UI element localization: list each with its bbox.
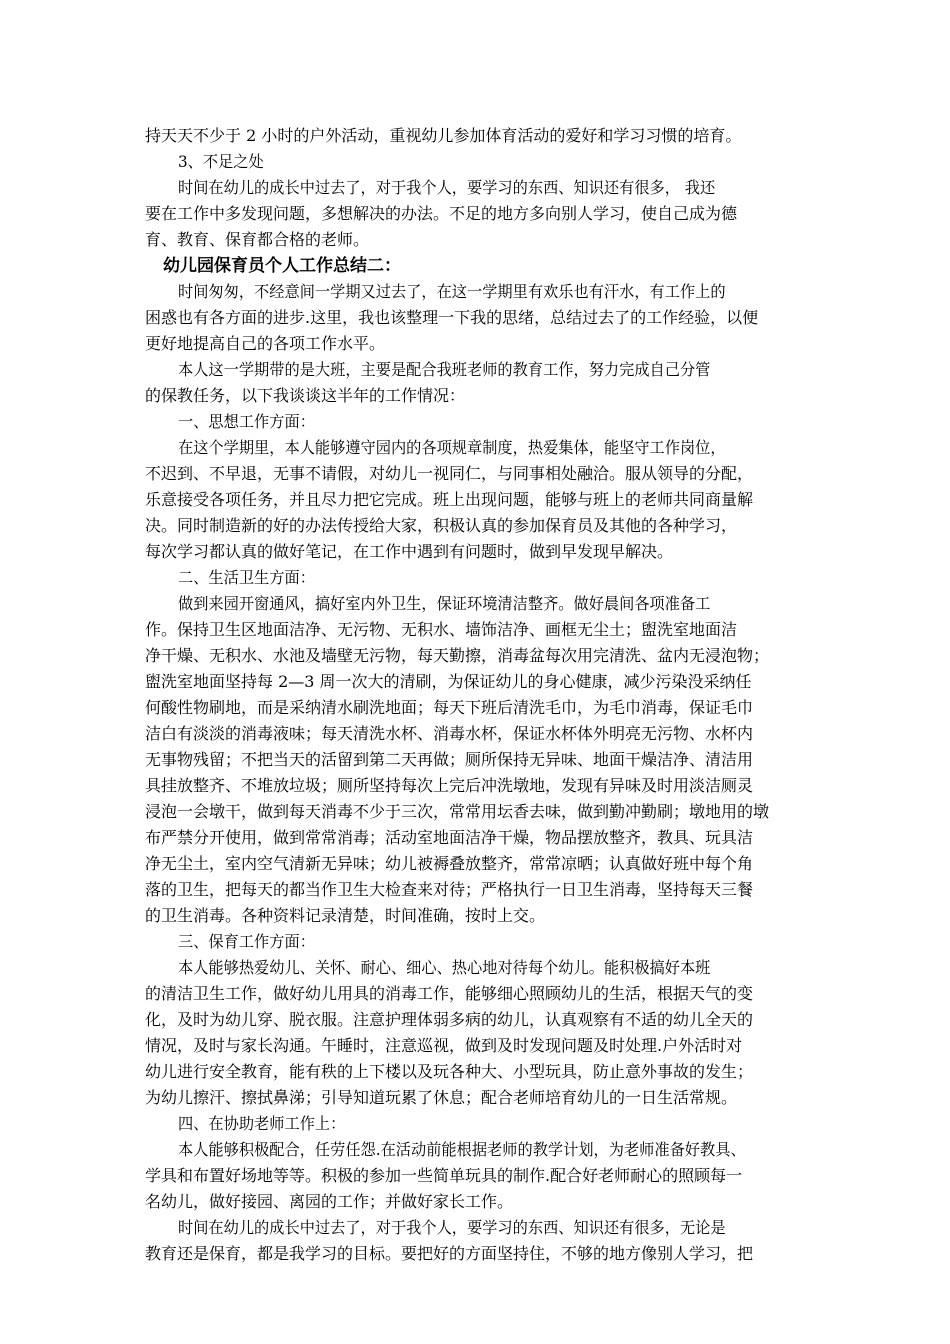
text-line: 做到来园开窗通风，搞好室内外卫生，保证环境清洁整齐。做好晨间各项准备工	[178, 594, 711, 613]
text-line: 时间匆匆，不经意间一学期又过去了，在这一学期里有欢乐也有汗水，有工作上的	[178, 282, 726, 301]
text-line: 时间在幼儿的成长中过去了，对于我个人，要学习的东西、知识还有很多， 我还	[178, 178, 716, 197]
text-line: 不迟到、不早退，无事不请假，对幼儿一视同仁，与同事相处融洽。服从领导的分配，	[145, 464, 754, 483]
text-line: 决。同时制造新的好的办法传授给大家，积极认真的参加保育员及其他的各种学习，	[145, 516, 738, 535]
text-line: 浸泡一会墩干，做到每天消毒不少于三次，常常用坛香去味，做到勤冲勤刷；墩地用的墩	[145, 802, 770, 821]
text-line: 教育还是保育，都是我学习的目标。要把好的方面坚持住，不够的地方像别人学习，把	[145, 1244, 754, 1263]
text-line: 困惑也有各方面的进步.这里，我也该整理一下我的思绪，总结过去了的工作经验，以便	[145, 308, 759, 327]
text-line: 的保教任务，以下我谈谈这半年的工作情况：	[145, 386, 466, 405]
text-line: 为幼儿擦汗、擦拭鼻涕；引导知道玩累了休息；配合老师培育幼儿的一日生活常规。	[145, 1088, 738, 1107]
text-line: 持天天不少于 2 小时的户外活动，重视幼儿参加体育活动的爱好和学习习惯的培育。	[145, 126, 742, 145]
section-heading-assist: 四、在协助老师工作上：	[178, 1114, 346, 1133]
text-line: 净无尘土，室内空气清新无异味；幼儿被褥叠放整齐，常常凉晒；认真做好班中每个角	[145, 854, 754, 873]
section-heading-thought: 一、思想工作方面：	[178, 412, 315, 431]
text-line: 何酸性物刷地，而是采纳清水刷洗地面；每天下班后清洗毛巾，为毛巾消毒，保证毛巾	[145, 698, 754, 717]
text-line: 的清洁卫生工作，做好幼儿用具的消毒工作，能够细心照顾幼儿的生活，根据天气的变	[145, 984, 754, 1003]
text-line: 化，及时为幼儿穿、脱衣服。注意护理体弱多病的幼儿，认真观察有不适的幼儿全天的	[145, 1010, 754, 1029]
text-line: 更好地提高自己的各项工作水平。	[145, 334, 386, 353]
section-heading-hygiene: 二、生活卫生方面：	[178, 568, 315, 587]
text-line: 布严禁分开使用，做到常常消毒；活动室地面洁净干燥，物品摆放整齐，教具、玩具洁	[145, 828, 754, 847]
text-line: 本人能够积极配合，任劳任怨.在活动前能根据老师的教学计划，为老师准备好教具、	[178, 1140, 746, 1159]
text-line: 学具和布置好场地等等。积极的参加一些简单玩具的制作.配合好老师耐心的照顾每一	[145, 1166, 743, 1185]
text-line: 要在工作中多发现问题，多想解决的办法。不足的地方多向别人学习，使自己成为德	[145, 204, 738, 223]
text-line: 每次学习都认真的做好笔记，在工作中遇到有问题时，做到早发现早解决。	[145, 542, 674, 561]
text-line: 净干燥、无积水、水池及墙壁无污物，每天勤擦，消毒盆每次用完清洗、盆内无浸泡物；	[145, 646, 770, 665]
article-title: 幼儿园保育员个人工作总结二：	[163, 256, 401, 276]
section-heading-care: 三、保育工作方面：	[178, 932, 315, 951]
section-heading-insufficient: 3、不足之处	[178, 152, 264, 171]
text-line: 具挂放整齐、不堆放垃圾；厕所坚持每次上完后冲洗墩地，发现有异味及时用淡洁厕灵	[145, 776, 754, 795]
text-line: 无事物残留；不把当天的活留到第二天再做；厕所保持无异味、地面干燥洁净、清洁用	[145, 750, 754, 769]
text-line: 作。保持卫生区地面洁净、无污物、无积水、墙饰洁净、画框无尘土；盥洗室地面洁	[145, 620, 738, 639]
text-line: 的卫生消毒。各种资料记录清楚，时间准确，按时上交。	[145, 906, 546, 925]
text-line: 乐意接受各项任务，并且尽力把它完成。班上出现问题，能够与班上的老师共同商量解	[145, 490, 754, 509]
text-line: 情况，及时与家长沟通。午睡时，注意巡视，做到及时发现问题及时处理.户外活时对	[145, 1036, 743, 1055]
text-line: 本人能够热爱幼儿、关怀、耐心、细心、热心地对待每个幼儿。能积极搞好本班	[178, 958, 711, 977]
text-line: 名幼儿，做好接园、离园的工作；并做好家长工作。	[145, 1192, 514, 1211]
text-line: 幼儿进行安全教育，能有秩的上下楼以及玩各种大、小型玩具，防止意外事故的发生；	[145, 1062, 754, 1081]
text-line: 在这个学期里，本人能够遵守园内的各项规章制度，热爱集体，能坚守工作岗位，	[178, 438, 726, 457]
text-line: 时间在幼儿的成长中过去了，对于我个人，要学习的东西、知识还有很多，无论是	[178, 1218, 726, 1237]
text-line: 落的卫生，把每天的都当作卫生大检查来对待；严格执行一日卫生消毒，坚持每天三餐	[145, 880, 754, 899]
text-line: 本人这一学期带的是大班，主要是配合我班老师的教育工作，努力完成自己分管	[178, 360, 711, 379]
text-line: 盥洗室地面坚持每 2—3 周一次大的清刷，为保证幼儿的身心健康，减少污染没采纳任	[145, 672, 752, 691]
text-line: 育、教育、保育都合格的老师。	[145, 230, 370, 249]
text-line: 洁白有淡淡的消毒液味；每天清洗水杯、消毒水杯，保证水杯体外明亮无污物、水杯内	[145, 724, 754, 743]
